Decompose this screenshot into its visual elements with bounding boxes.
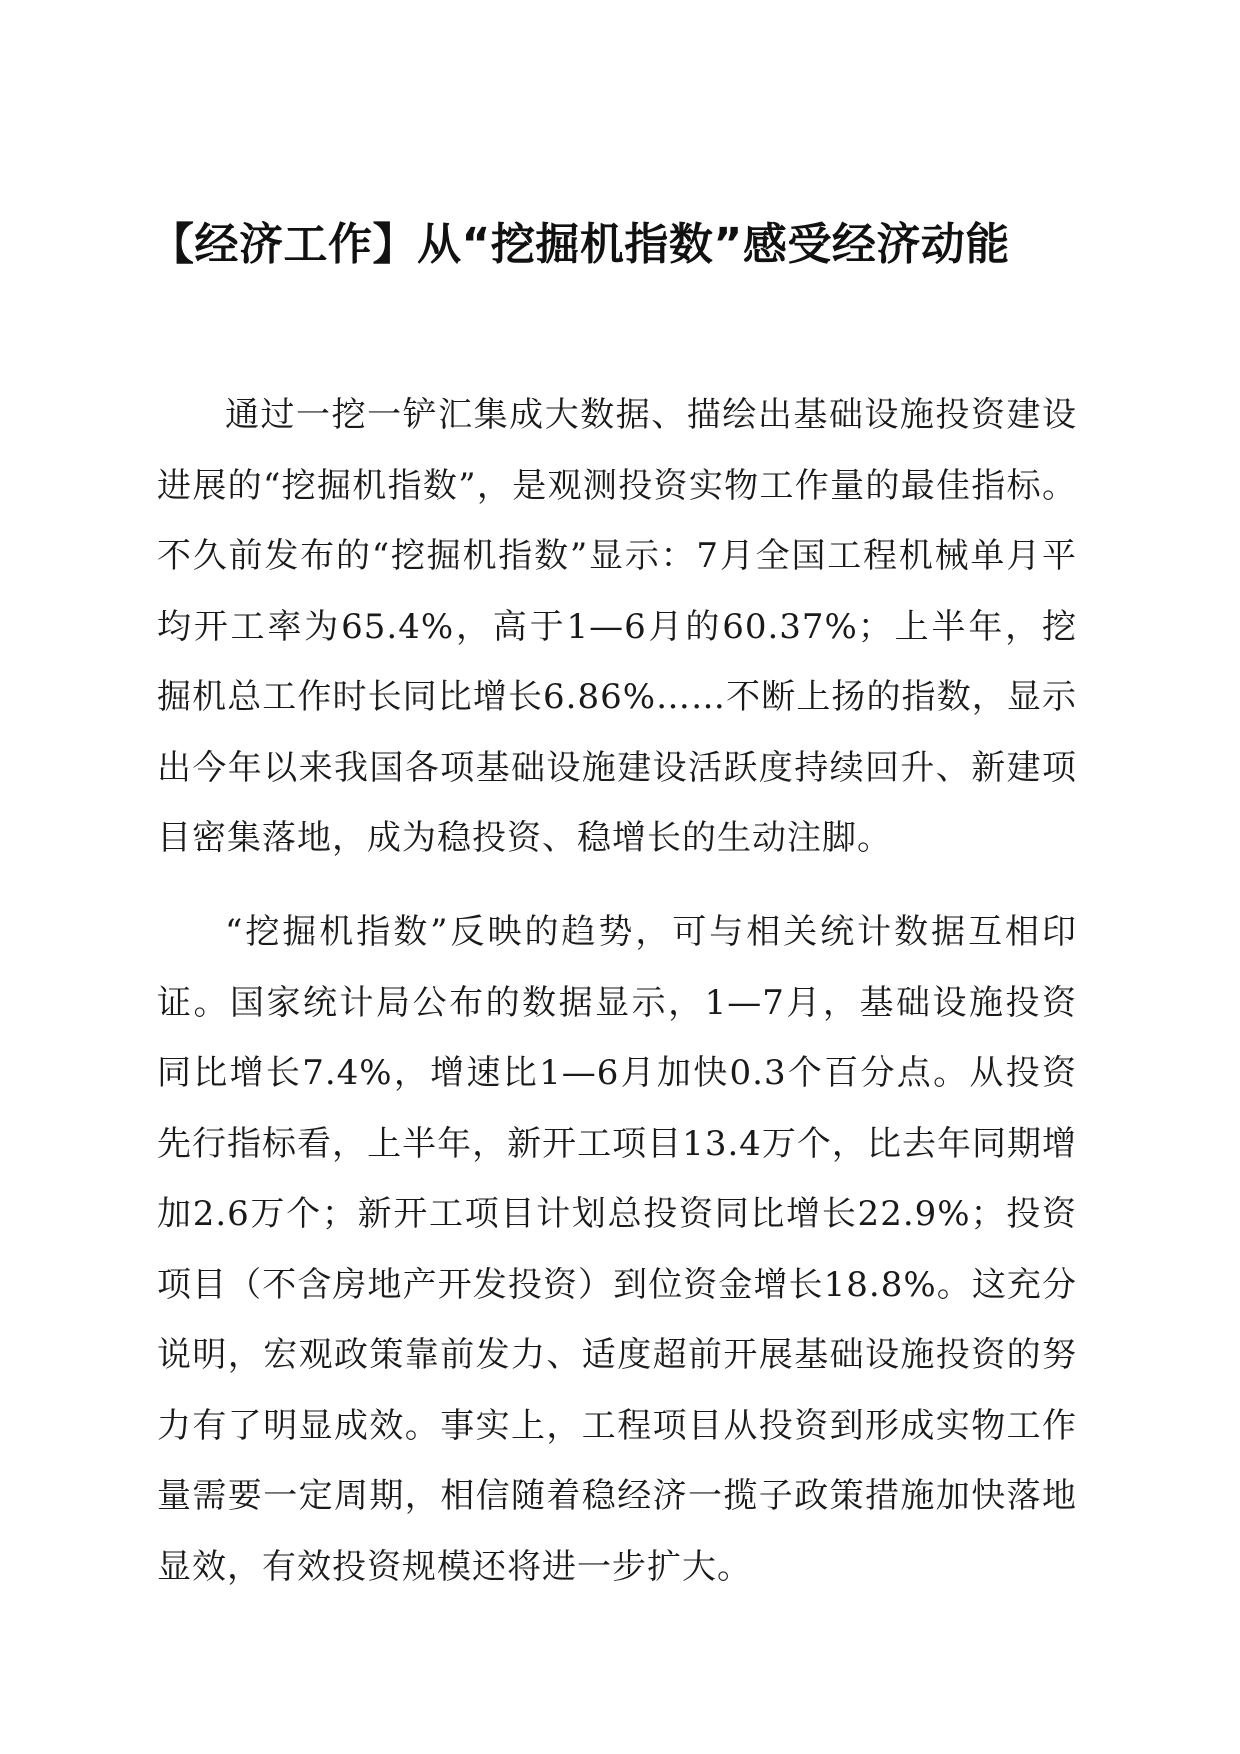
document-title: 【经济工作】从“挖掘机指数”感受经济动能 [150, 219, 1010, 270]
paragraph-excavator-index: 通过一挖一铲汇集成大数据、描绘出基础设施投资建设进展的“挖掘机指数”，是观测投资实物工作量的最佳指标。不久前发布的“挖掘机指数”显示：7月全国工程机械单月平均开工率为65.4%，高于1—6月的60.37%；上半年，挖掘机总工作时长同比增长6.86%……不断上扬的指数，显示出今年以来我国各项基础设施建设活跃度持续回升、新建项目密集落地，成为稳投资、稳增长的生动注脚。 [157, 395, 1077, 858]
paragraph-statistics-evidence: “挖掘机指数”反映的趋势，可与相关统计数据互相印证。国家统计局公布的数据显示，1—7月，基础设施投资同比增长7.4%，增速比1—6月加快0.3个百分点。从投资先行指标看，上半年，新开工项目13.4万个，比去年同期增加2.6万个；新开工项目计划总投资同比增长22.9%；投资项目（不含房地产开发投资）到位资金增长18.8%。这充分说明，宏观政策靠前发力、适度超前开展基础设施投资的努力有了明显成效。事实上，工程项目从投资到形成实物工作量需要一定周期，相信随着稳经济一揽子政策措施加快落地显效，有效投资规模还将进一步扩大。 [157, 912, 1077, 1587]
